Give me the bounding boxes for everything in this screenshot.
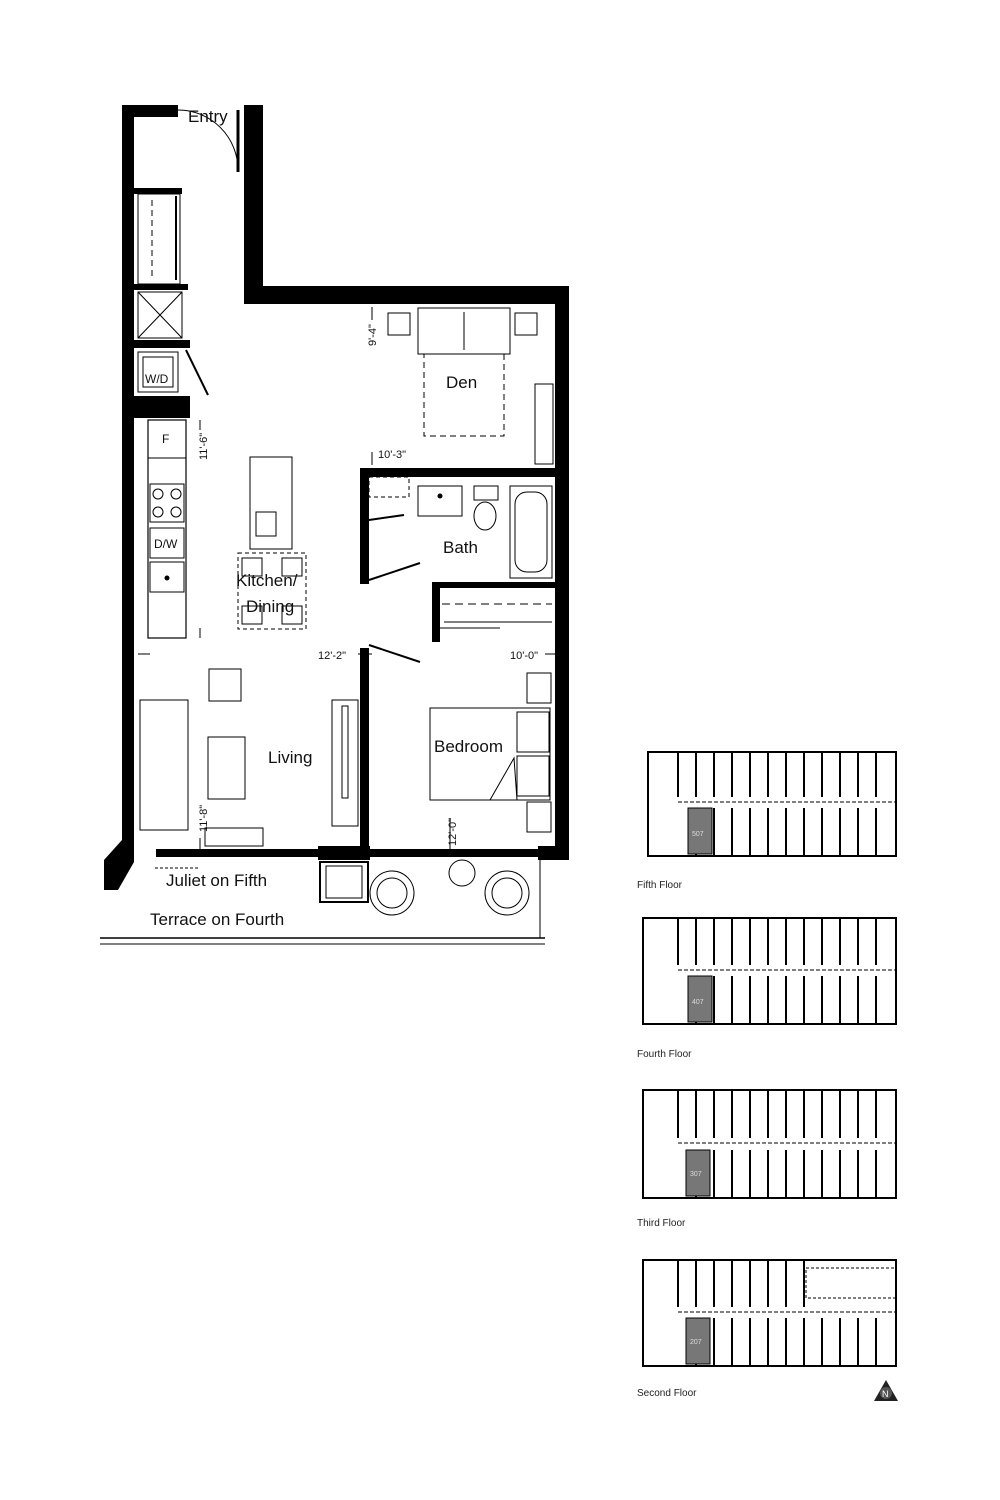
room-label-den: Den (446, 373, 478, 392)
dim-kitchen-depth: 11'-6" (198, 432, 210, 460)
room-label-bedroom: Bedroom (434, 737, 503, 756)
sw-corner (104, 840, 134, 890)
keyplan-unit-507: 507 (692, 831, 704, 838)
dim-living-width: 12'-2" (318, 650, 347, 662)
laundry-wall (134, 396, 190, 418)
bedroom-west-wall (360, 648, 369, 848)
north-wall (244, 286, 569, 304)
keyplan-label-third: Third Floor (637, 1218, 686, 1229)
room-label-bath: Bath (443, 538, 478, 557)
bath-north-wall (360, 468, 568, 477)
south-wall-bedroom (370, 849, 540, 857)
room-label-entry: Entry (188, 107, 228, 126)
bath-fixtures (369, 477, 552, 578)
terrace (100, 855, 545, 944)
room-label-kitchen-line2: Dining (246, 597, 295, 616)
room-label-living: Living (268, 748, 313, 767)
bath-west-wall (360, 468, 369, 584)
keyplan-label-fifth: Fifth Floor (637, 880, 683, 891)
north-label: N (882, 1389, 889, 1399)
laundry-door (186, 350, 208, 395)
keyplan-second-floor (643, 1260, 896, 1366)
closet-west-wall (432, 582, 440, 642)
dim-bedroom-width: 10'-0" (510, 650, 539, 662)
entry-closet (138, 194, 180, 284)
exterior-walls (104, 105, 569, 890)
keyplan-third-floor (643, 1090, 896, 1198)
closet-wall (134, 188, 182, 194)
bath-closet-door (369, 515, 404, 520)
label-washer-dryer: W/D (145, 372, 169, 386)
keyplan-label-fourth: Fourth Floor (637, 1049, 692, 1060)
dim-den-width: 10'-3" (378, 449, 407, 461)
dim-bedroom-depth: 12'-0" (447, 817, 459, 846)
bath-door-leaf (369, 563, 420, 580)
dimension-arrows (138, 307, 555, 855)
entry-wall-top-left (122, 105, 178, 117)
keyplan-unit-307: 307 (690, 1171, 702, 1178)
south-wall-corner (538, 846, 569, 860)
keyplan-unit-407: 407 (692, 999, 704, 1006)
keyplan-label-second: Second Floor (637, 1388, 697, 1399)
doors (178, 110, 420, 662)
east-wall (555, 286, 569, 858)
dim-living-depth: 11'-8" (198, 804, 210, 832)
kitchen-counter (148, 420, 186, 638)
keyplan-fifth-floor (648, 752, 896, 856)
south-wall-pier (318, 846, 370, 860)
bedroom-door-leaf (369, 645, 420, 662)
label-fridge: F (162, 432, 170, 446)
storage-wall-mid (134, 340, 190, 348)
corridor-east-wall (244, 105, 263, 303)
label-dishwasher: D/W (154, 537, 178, 551)
west-wall (122, 105, 134, 860)
label-juliet-balcony: Juliet on Fifth (166, 871, 268, 890)
room-label-kitchen-line1: Kitchen/ (236, 571, 298, 590)
cooktop (150, 484, 184, 522)
dim-den-depth: 9'-4" (367, 324, 379, 346)
keyplan-unit-207: 207 (690, 1339, 702, 1346)
north-arrow-icon (874, 1380, 898, 1401)
storage-wall-top (134, 284, 188, 290)
label-terrace: Terrace on Fourth (150, 910, 285, 929)
keyplan-fourth-floor (643, 918, 896, 1024)
bath-south-wall (432, 582, 568, 588)
living-furniture (140, 669, 358, 846)
bedroom-closet (440, 604, 552, 628)
storage-box (138, 292, 182, 338)
